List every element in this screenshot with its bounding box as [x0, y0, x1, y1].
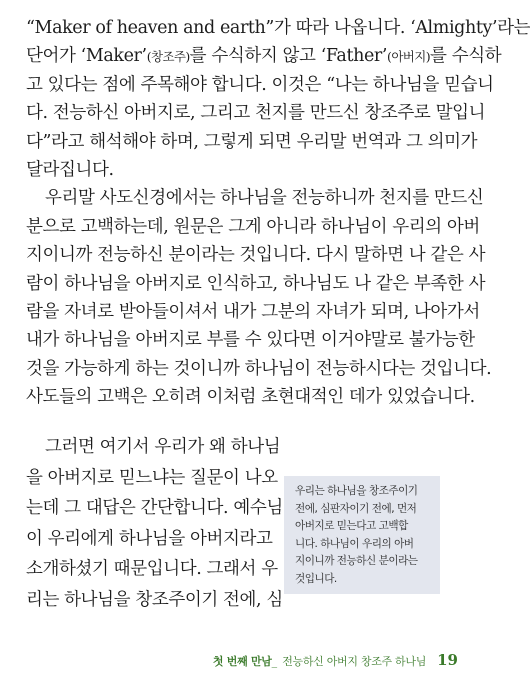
body-line: 달라집니다.: [26, 159, 114, 180]
body-line: 것을 가능하게 하는 것이니까 하나님이 전능하시다는 것입니다.: [26, 358, 492, 379]
body-line: [26, 42, 502, 70]
body-line: 고 있다는 점에 주목해야 합니다. 이것은 “나는 하나님을 믿습니: [26, 74, 494, 95]
body-line-segment: 를 수식하: [430, 46, 502, 67]
body-line-annotation: (아버지): [387, 49, 431, 65]
running-footer: [0, 650, 458, 670]
body-line: 람을 자녀로 받아들이셔서 내가 그분의 자녀가 되며, 나아가서: [26, 301, 480, 322]
pull-quote-box: [284, 476, 440, 594]
pull-quote-line: 우리는 하나님을 창조주이기: [295, 485, 418, 497]
body-line: 다. 전능하신 아버지로, 그리고 천지를 만드신 창조주로 말입니: [26, 103, 486, 124]
pull-quote-line: 전에, 심판자이기 전에, 먼저: [295, 502, 417, 515]
body-line: 우리말 사도신경에서는 하나님을 전능하니까 천지를 만드신: [45, 188, 484, 209]
body-line: 이 우리에게 하나님을 아버지라고: [26, 528, 273, 549]
body-line: “Maker of heaven and earth”가 따라 나옵니다. ‘Almighty’라는: [26, 18, 530, 38]
body-line: 소개하셨기 때문입니다. 그래서 우: [26, 559, 278, 580]
pull-quote-line: 니다. 하나님이 우리의 아버: [295, 537, 414, 550]
body-line: 그러면 여기서 우리가 왜 하나님: [45, 437, 281, 457]
footer-chapter: 첫 번째 만남: [212, 655, 272, 668]
body-line: 사도들의 고백은 오히려 이처럼 초현대적인 데가 있었습니다.: [26, 387, 475, 408]
pull-quote-line: 것입니다.: [295, 572, 337, 585]
page-number: 19: [437, 651, 458, 669]
pull-quote-line: 지이니까 전능하신 분이라는: [295, 555, 418, 568]
body-text-upper: [26, 14, 530, 411]
body-line: 리는 하나님을 창조주이기 전에, 심: [26, 589, 283, 610]
pull-quote-line: 아버지로 믿는다고 고백합: [295, 520, 408, 533]
footer-subtitle: 전능하신 아버지 창조주 하나님: [282, 655, 427, 668]
body-line: 지이니까 전능하신 분이라는 것입니다. 다시 말하면 나 같은 사: [26, 245, 486, 266]
body-line-annotation: (창조주): [146, 49, 190, 65]
body-line-segment: 를 수식하지 않고 ‘Father’: [189, 46, 388, 67]
body-line-segment: 단어가 ‘Maker’: [26, 46, 147, 67]
body-line: 는데 그 대답은 간단합니다. 예수님: [26, 498, 283, 519]
body-line: 내가 하나님을 아버지로 부를 수 있다면 이거야말로 불가능한: [26, 330, 475, 351]
body-line: 다”라고 해석해야 하며, 그렇게 되면 우리말 번역과 그 의미가: [26, 131, 478, 152]
body-line: 을 아버지로 믿느냐는 질문이 나오: [26, 467, 278, 488]
body-line: 람이 하나님을 아버지로 인식하고, 하나님도 나 같은 부족한 사: [26, 273, 486, 294]
body-line: 분으로 고백하는데, 원문은 그게 아니라 하나님이 우리의 아버: [26, 216, 480, 237]
footer-separator: _: [271, 655, 278, 668]
